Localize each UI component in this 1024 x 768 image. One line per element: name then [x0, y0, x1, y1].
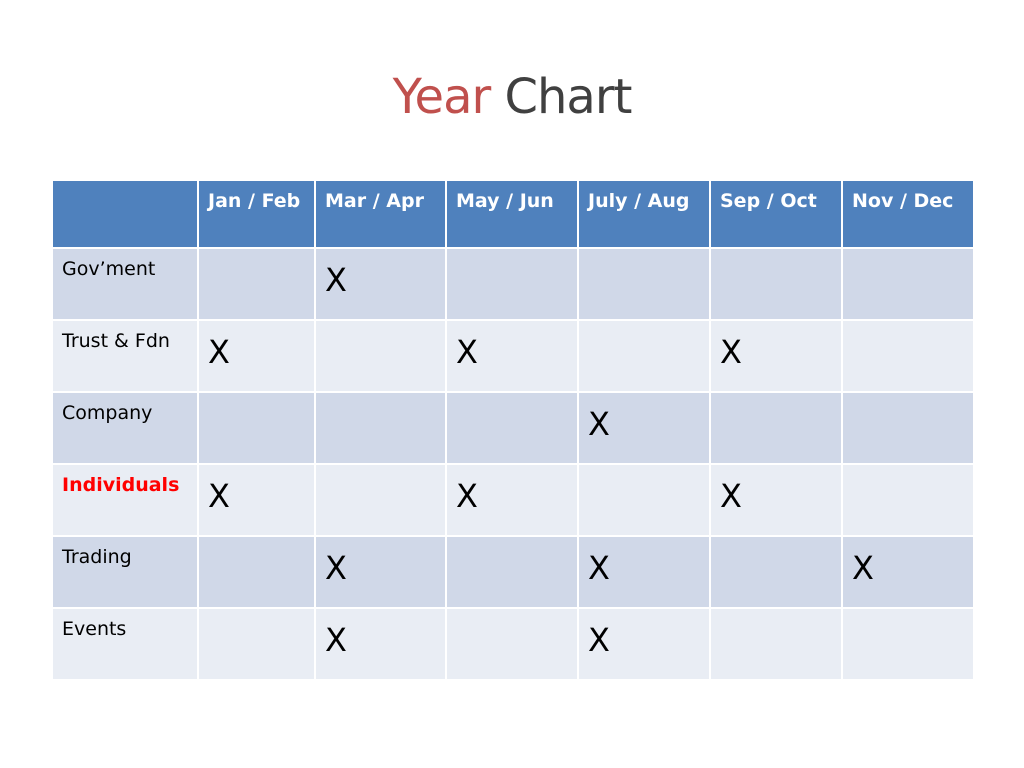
- column-header: July / Aug: [578, 180, 710, 248]
- table-cell: [578, 464, 710, 536]
- table-cell: X: [446, 464, 578, 536]
- table-cell: [446, 392, 578, 464]
- table-cell: [446, 248, 578, 320]
- table-row: [52, 536, 974, 608]
- table-cell: [315, 392, 446, 464]
- table-cell: [315, 464, 446, 536]
- table-cell: X: [710, 464, 842, 536]
- year-chart-table: [51, 179, 975, 681]
- table-cell: X: [446, 320, 578, 392]
- table-cell: X: [578, 536, 710, 608]
- title-year: Year: [392, 69, 491, 125]
- table-cell: [198, 536, 315, 608]
- header-row: [52, 180, 974, 248]
- table-cell: [710, 608, 842, 680]
- table-cell: [842, 320, 974, 392]
- table-cell: X: [578, 392, 710, 464]
- table-cell: X: [315, 536, 446, 608]
- table-row: [52, 608, 974, 680]
- table-row: [52, 248, 974, 320]
- title-chart: Chart: [504, 69, 632, 125]
- table-cell: X: [315, 608, 446, 680]
- column-header: Sep / Oct: [710, 180, 842, 248]
- row-label: Company: [52, 392, 198, 464]
- table-cell: [198, 392, 315, 464]
- table-cell: [842, 464, 974, 536]
- table-cell: [198, 248, 315, 320]
- row-label: Gov’ment: [52, 248, 198, 320]
- table-row: [52, 464, 974, 536]
- column-header: Jan / Feb: [198, 180, 315, 248]
- table-cell: [842, 392, 974, 464]
- slide-title: [0, 62, 1024, 132]
- row-label-highlighted: Individuals: [52, 464, 198, 536]
- table-cell: X: [198, 464, 315, 536]
- table-cell: X: [578, 608, 710, 680]
- row-label: Events: [52, 608, 198, 680]
- table-cell: X: [710, 320, 842, 392]
- row-label: Trading: [52, 536, 198, 608]
- table-cell: [710, 248, 842, 320]
- table-row: [52, 320, 974, 392]
- table-cell: [710, 392, 842, 464]
- table-cell: [710, 536, 842, 608]
- table-cell: [578, 248, 710, 320]
- table-cell: [446, 536, 578, 608]
- header-corner-cell: [52, 180, 198, 248]
- table-cell: [842, 248, 974, 320]
- table-cell: X: [842, 536, 974, 608]
- table-cell: X: [315, 248, 446, 320]
- column-header: Mar / Apr: [315, 180, 446, 248]
- column-header: May / Jun: [446, 180, 578, 248]
- column-header: Nov / Dec: [842, 180, 974, 248]
- table-cell: [198, 608, 315, 680]
- table-cell: [842, 608, 974, 680]
- table-cell: [315, 320, 446, 392]
- table-cell: [578, 320, 710, 392]
- table-row: [52, 392, 974, 464]
- table-cell: X: [198, 320, 315, 392]
- table-cell: [446, 608, 578, 680]
- row-label: Trust & Fdn: [52, 320, 198, 392]
